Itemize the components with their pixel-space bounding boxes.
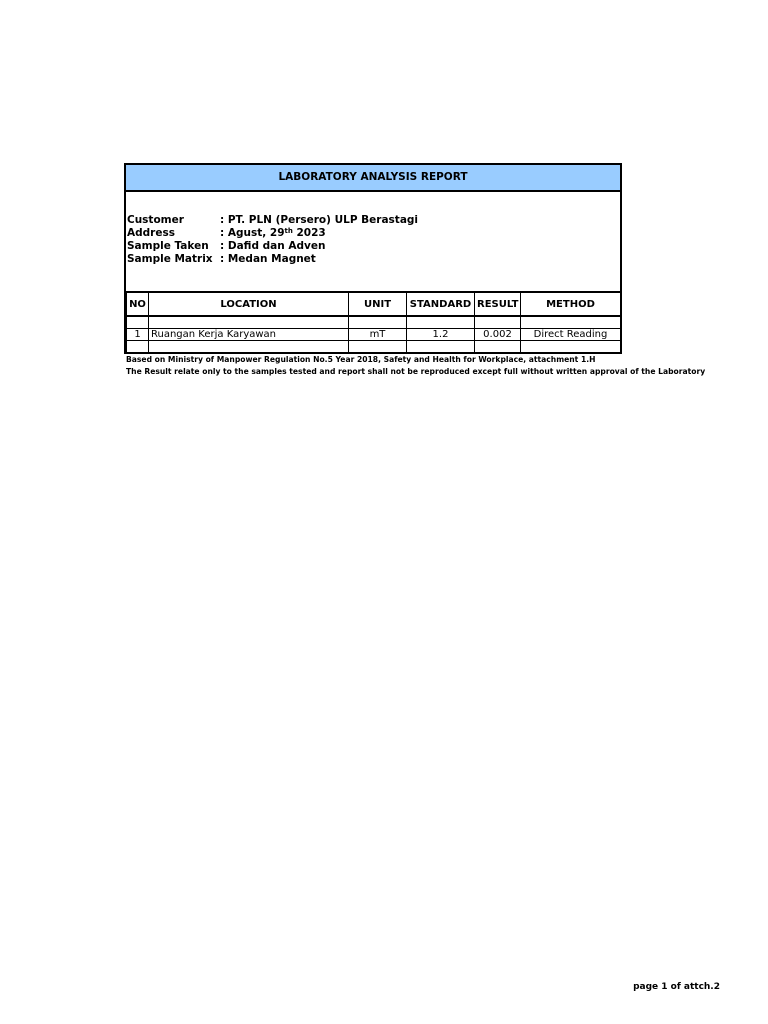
info-value: : Dafid dan Adven [220,240,326,252]
regulation-note: Based on Ministry of Manpower Regulation No.5 Year 2018, Safety and Health for Workplace, attachment 1.H [126,355,596,364]
header-result: RESULT [475,292,521,316]
page-number: page 1 of attch.2 [633,982,720,992]
cell-location: Ruangan Kerja Karyawan [149,328,349,340]
info-label: Customer [127,214,184,226]
header-method: METHOD [521,292,621,316]
header-unit: UNIT [349,292,407,316]
table-spacer-row [127,316,621,328]
cell-standard: 1.2 [407,328,475,340]
disclaimer-note: The Result relate only to the samples tested and report shall not be reproduced except full without written approval of the Laboratory [126,367,706,376]
address-value-pre: : Agust, 29 [220,227,285,239]
cell-unit: mT [349,328,407,340]
info-label: Sample Taken [127,240,209,252]
report-box [124,163,622,354]
cell-result: 0.002 [475,328,521,340]
header-location: LOCATION [149,292,349,316]
report-title: LABORATORY ANALYSIS REPORT [126,165,620,192]
cell-no: 1 [127,328,149,340]
table-row [127,328,621,340]
header-standard: STANDARD [407,292,475,316]
info-value [220,227,326,240]
results-table [126,291,621,353]
info-value: : Medan Magnet [220,253,316,265]
table-header-row [127,292,621,316]
cell-method: Direct Reading [521,328,621,340]
table-spacer-row [127,340,621,352]
info-label: Sample Matrix [127,253,213,265]
info-value: : PT. PLN (Persero) ULP Berastagi [220,214,419,226]
address-value-sup: th [284,227,293,235]
header-no: NO [127,292,149,316]
address-value-post: 2023 [292,227,326,239]
info-label: Address [127,227,175,239]
